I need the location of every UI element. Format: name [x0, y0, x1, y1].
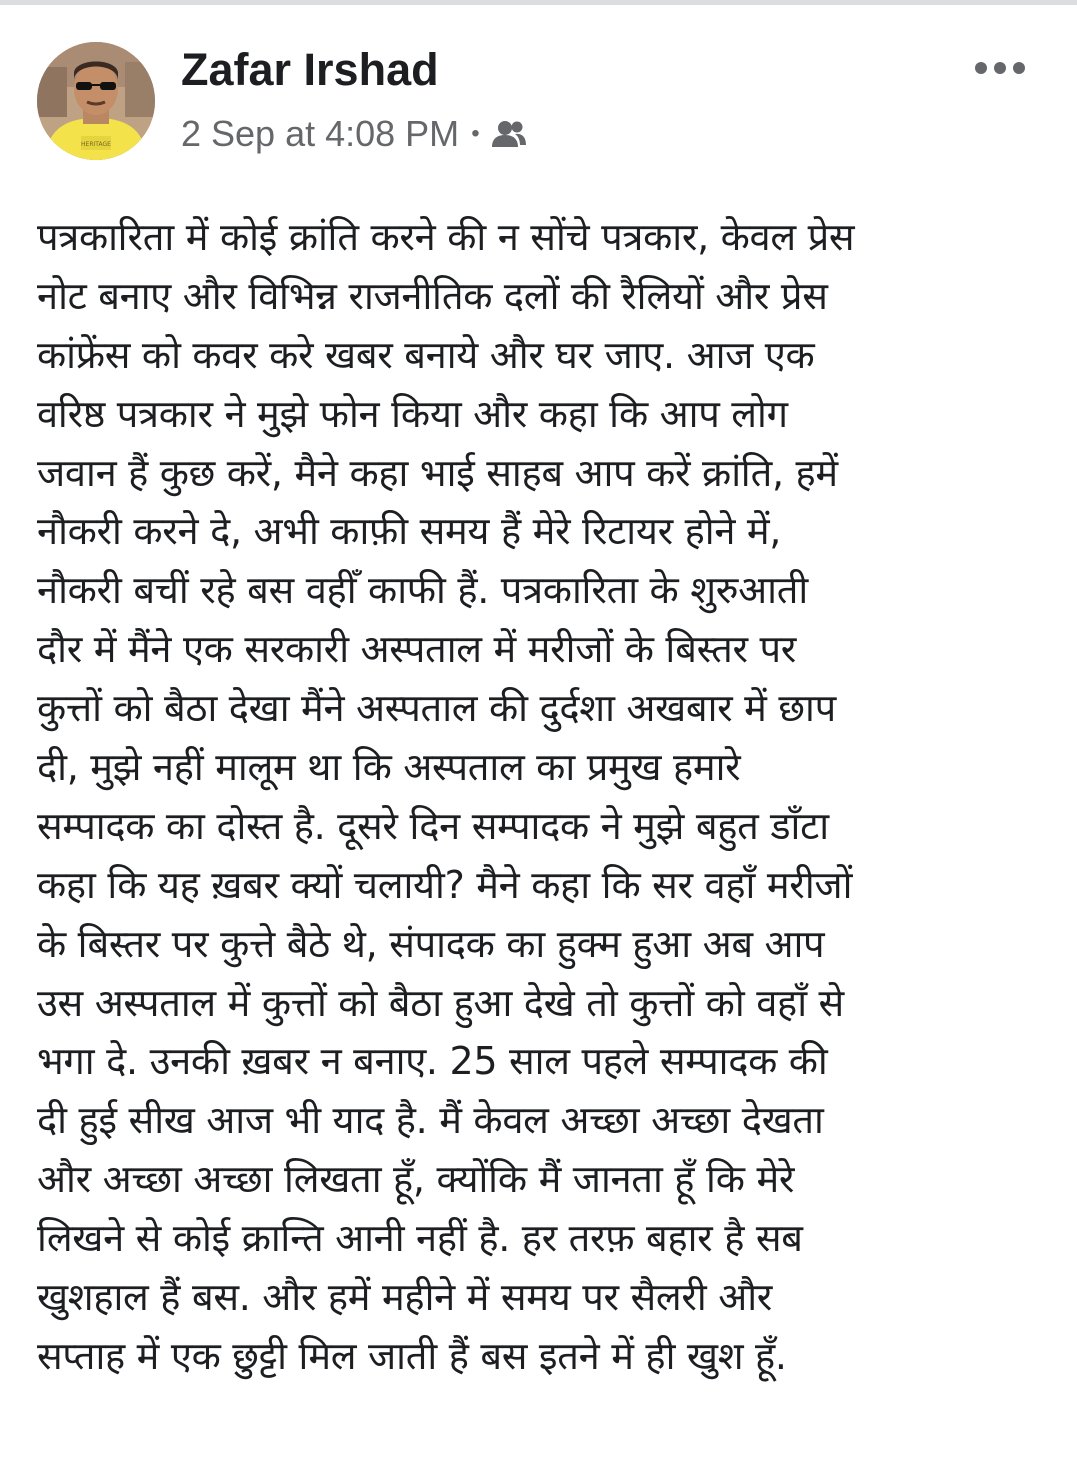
meta-separator: • [471, 120, 480, 147]
post-text-line: वरिष्ठ पत्रकार ने मुझे फोन किया और कहा कि आप लोग [37, 391, 788, 436]
post-text-line: सप्ताह में एक छुट्टी मिल जाती हैं बस इतने में ही खुश हूँ. [37, 1333, 787, 1378]
author-name[interactable]: Zafar Irshad [181, 44, 439, 95]
post-text-line: के बिस्तर पर कुत्ते बैठे थे, संपादक का हुक्म हुआ अब आप [37, 921, 825, 966]
post-text-line: लिखने से कोई क्रान्ति आनी नहीं है. हर तरफ़ बहार है सब [37, 1216, 803, 1261]
avatar-shirt-text: HERITAGE [81, 141, 111, 148]
post-meta [181, 110, 528, 158]
post-text-line: कांफ्रेंस को कवर करे खबर बनाये और घर जाए. आज एक [37, 332, 815, 377]
post-text-line: और अच्छा अच्छा लिखता हूँ, क्योंकि मैं जानता हूँ कि मेरे [37, 1157, 795, 1202]
post-text-line: खुशहाल हैं बस. और हमें महीने में समय पर सैलरी और [37, 1275, 773, 1320]
post-body [37, 208, 1052, 1386]
post-text-line: उस अस्पताल में कुत्तों को बैठा हुआ देखे तो कुत्तों को वहाँ से [37, 980, 844, 1025]
post-text-line: नोट बनाए और विभिन्न राजनीतिक दलों की रैलियों और प्रेस [37, 273, 828, 318]
post-text-line: नौकरी बचीं रहे बस वहीँ काफी हैं. पत्रकारिता के शुरुआती [37, 568, 808, 613]
post-timestamp[interactable]: 2 Sep at 4:08 PM [181, 113, 460, 154]
post-text-line: कहा कि यह ख़बर क्यों चलायी? मैने कहा कि सर वहाँ मरीजों [37, 862, 853, 907]
avatar[interactable] [37, 42, 155, 160]
more-options-button[interactable] [968, 50, 1032, 86]
post-text-line: जवान हैं कुछ करें, मैने कहा भाई साहब आप करें क्रांति, हमें [37, 450, 838, 495]
post-text-line: दी हुई सीख आज भी याद है. मैं केवल अच्छा अच्छा देखता [37, 1098, 824, 1143]
post-header [0, 0, 1077, 175]
more-options-icon [974, 61, 1026, 75]
post-text-line: नौकरी करने दे, अभी काफ़ी समय हैं मेरे रिटायर होने में, [37, 509, 782, 554]
post-text-line: कुत्तों को बैठा देखा मैंने अस्पताल की दुर्दशा अखबार में छाप [37, 686, 836, 731]
friends-audience-icon[interactable] [490, 119, 528, 149]
post-text-line: भगा दे. उनकी ख़बर न बनाए. 25 साल पहले सम्पादक की [37, 1039, 828, 1084]
post-text-line: पत्रकारिता में कोई क्रांति करने की न सोंचे पत्रकार, केवल प्रेस [37, 215, 855, 259]
post-text-line: दी, मुझे नहीं मालूम था कि अस्पताल का प्रमुख हमारे [37, 745, 741, 790]
post-text-line: दौर में मैंने एक सरकारी अस्पताल में मरीजों के बिस्तर पर [37, 627, 796, 672]
post-text-line: सम्पादक का दोस्त है. दूसरे दिन सम्पादक ने मुझे बहुत डाँटा [37, 803, 829, 848]
